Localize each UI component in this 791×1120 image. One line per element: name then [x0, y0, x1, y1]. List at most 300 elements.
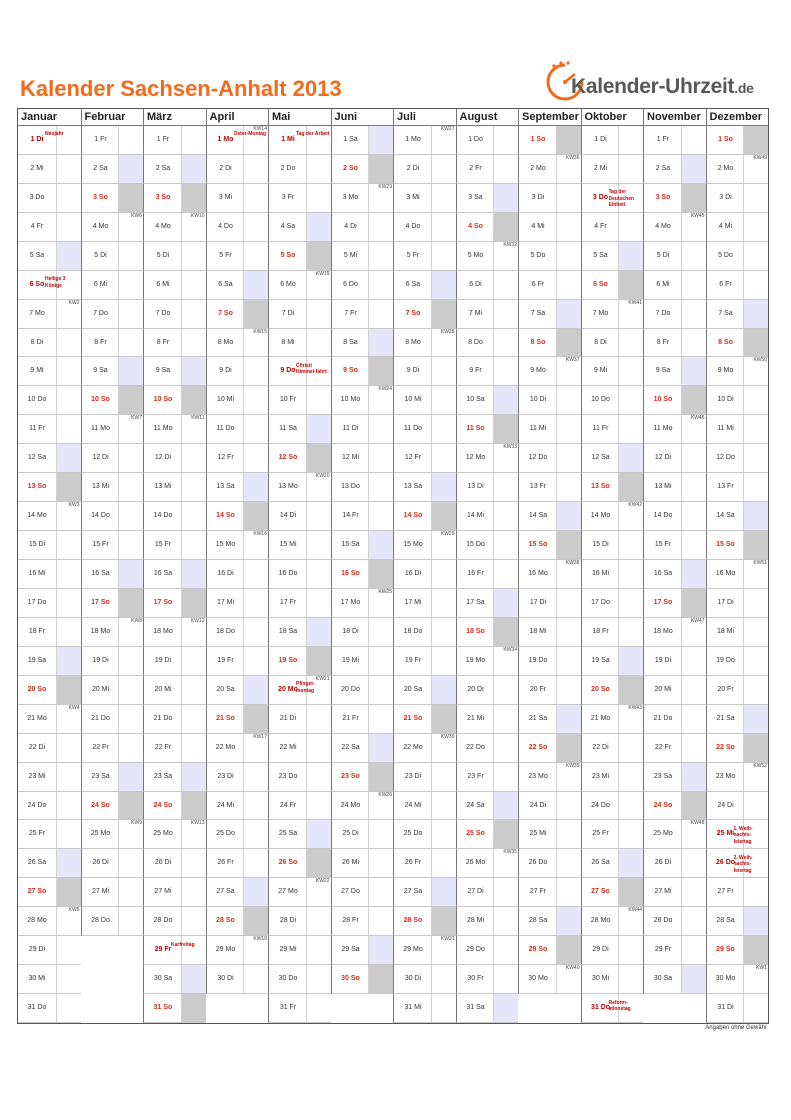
day-label: 14 So — [216, 512, 235, 520]
week-number: KW38 — [565, 560, 580, 567]
day-cell — [18, 647, 81, 676]
day-cell — [268, 907, 331, 936]
day-cell — [268, 936, 331, 965]
day-note-area — [118, 792, 143, 820]
day-label: 10 Sa — [466, 396, 485, 404]
day-label: 20 So — [591, 685, 610, 693]
day-note-area — [181, 647, 206, 675]
day-label: 29 Fr — [154, 946, 172, 954]
day-label: 7 Sa — [530, 309, 546, 317]
day-label: 23 Sa — [91, 772, 110, 780]
day-cell — [393, 763, 456, 792]
day-note-area — [306, 126, 331, 154]
day-cell — [456, 415, 519, 444]
day-note-area — [556, 386, 581, 414]
day-note-area — [556, 705, 581, 733]
day-cell — [706, 300, 769, 329]
day-note-area — [743, 213, 768, 241]
day-note-area — [118, 126, 143, 154]
day-label: 12 Mo — [465, 454, 486, 462]
day-cell — [18, 300, 81, 329]
day-note-area — [556, 502, 581, 530]
day-cell — [581, 820, 644, 849]
day-note-area — [493, 386, 518, 414]
day-note-area — [618, 560, 643, 588]
day-note-area — [681, 242, 706, 270]
day-cell — [518, 965, 581, 994]
day-cell — [643, 300, 706, 329]
day-label: 18 Mo — [653, 627, 673, 635]
day-cell — [268, 415, 331, 444]
day-label: 9 Sa — [155, 367, 171, 375]
day-note-area — [118, 184, 143, 212]
day-label: 16 Sa — [653, 570, 673, 578]
day-cell — [643, 734, 706, 763]
day-label: 30 Mo — [528, 975, 548, 983]
day-note-area — [431, 965, 456, 993]
day-note-area — [493, 271, 518, 299]
day-note-area — [181, 792, 206, 820]
week-number: KW6 — [131, 212, 142, 219]
day-label: 1 Mi — [281, 136, 295, 143]
month-header: August — [456, 109, 519, 126]
day-note-area — [368, 473, 393, 501]
day-label: 4 Mo — [655, 222, 671, 230]
week-number: KW10 — [190, 212, 205, 219]
day-note-area — [743, 531, 768, 559]
day-cell — [268, 965, 331, 994]
day-cell — [456, 763, 519, 792]
day-note-area — [181, 589, 206, 617]
day-label: 26 Mi — [341, 859, 360, 867]
day-cell — [393, 386, 456, 415]
day-note-area — [306, 907, 331, 935]
day-cell — [706, 386, 769, 415]
week-number: KW17 — [253, 733, 267, 740]
day-label: 8 Sa — [343, 338, 358, 346]
day-label: 14 Di — [279, 512, 297, 520]
day-cell — [331, 676, 394, 705]
day-note-area — [181, 994, 206, 1022]
day-label: 1 Mo — [217, 136, 234, 143]
day-label: 6 Sa — [218, 280, 233, 288]
day-cell — [456, 213, 519, 242]
day-note-area — [306, 155, 331, 183]
day-cell — [518, 734, 581, 763]
day-label: 11 Mo — [653, 425, 673, 433]
day-note-area — [681, 965, 706, 993]
day-cell — [81, 126, 144, 155]
holiday-name: 2. Weih-nachts-feiertag — [733, 854, 753, 874]
day-cell — [143, 618, 206, 647]
holiday-name: Christi Himmel-fahrt — [296, 362, 327, 376]
day-label: 17 So — [91, 598, 110, 606]
day-label: 11 Sa — [279, 425, 297, 433]
day-cell — [206, 155, 269, 184]
day-label: 2 Di — [219, 164, 232, 172]
day-cell — [393, 936, 456, 965]
day-note-area — [431, 705, 456, 733]
day-label: 26 Sa — [27, 859, 47, 867]
day-label: 14 Do — [153, 512, 173, 520]
day-cell — [518, 589, 581, 618]
day-label: 2 Sa — [155, 164, 171, 172]
day-note-area — [56, 242, 81, 270]
day-cell — [518, 184, 581, 213]
day-cell — [581, 502, 644, 531]
day-cell — [518, 473, 581, 502]
day-label: 29 Mo — [403, 946, 423, 954]
day-note-area — [56, 126, 81, 154]
day-label: 13 Fr — [529, 483, 547, 491]
day-label: 21 Mo — [590, 714, 611, 722]
day-label: 6 Di — [469, 280, 482, 288]
day-note-area — [493, 155, 518, 183]
day-cell — [331, 300, 394, 329]
day-note-area — [431, 820, 456, 848]
day-cell — [331, 705, 394, 734]
day-label: 26 Sa — [591, 859, 610, 867]
day-cell — [643, 763, 706, 792]
day-label: 6 So — [29, 280, 45, 288]
day-label: 28 So — [403, 917, 423, 925]
day-label: 14 So — [403, 512, 423, 520]
day-cell — [393, 155, 456, 184]
day-cell — [643, 357, 706, 386]
day-label: 19 Fr — [404, 656, 422, 664]
day-cell — [581, 734, 644, 763]
day-cell — [456, 618, 519, 647]
day-label: 29 Sa — [341, 946, 360, 954]
day-label: 16 Mi — [591, 570, 610, 578]
day-label: 2 Sa — [93, 164, 108, 172]
day-label: 10 Mo — [340, 396, 361, 404]
day-note-area — [431, 878, 456, 906]
day-note-area — [181, 849, 206, 877]
day-label: 8 Fr — [94, 338, 107, 346]
day-cell — [393, 126, 456, 155]
day-cell — [456, 878, 519, 907]
day-cell — [206, 878, 269, 907]
week-number: KW24 — [378, 386, 392, 393]
day-cell — [643, 386, 706, 415]
day-label: 3 Di — [719, 193, 732, 201]
day-note-area — [118, 386, 143, 414]
day-cell — [706, 994, 769, 1023]
day-label: 3 So — [93, 193, 108, 201]
day-note-area — [556, 300, 581, 328]
day-note-area — [618, 271, 643, 299]
day-note-area — [181, 473, 206, 501]
day-note-area — [681, 502, 706, 530]
day-note-area — [306, 965, 331, 993]
day-label: 18 Mi — [529, 627, 547, 635]
day-cell — [206, 329, 269, 358]
day-label: 22 Fr — [654, 743, 672, 751]
day-label: 28 Di — [279, 917, 297, 925]
day-cell — [518, 329, 581, 358]
day-note-area — [743, 473, 768, 501]
day-cell — [706, 763, 769, 792]
day-note-area — [368, 329, 393, 357]
day-label: 13 Mi — [154, 483, 172, 491]
day-note-area — [493, 936, 518, 964]
day-label: 28 Fr — [342, 917, 359, 925]
week-number: KW51 — [753, 560, 767, 567]
day-label: 26 Fr — [404, 859, 422, 867]
week-number: KW42 — [628, 502, 642, 509]
day-note-area — [556, 329, 581, 357]
day-note-area — [493, 907, 518, 935]
day-label: 30 Mo — [715, 975, 736, 983]
day-cell — [331, 647, 394, 676]
day-label: 16 Do — [278, 570, 298, 578]
day-cell — [206, 213, 269, 242]
day-note-area — [431, 676, 456, 704]
day-label: 30 Mi — [591, 975, 610, 983]
day-note-area — [556, 444, 581, 472]
day-label: 27 Sa — [216, 888, 235, 896]
day-cell — [456, 734, 519, 763]
day-note-area — [743, 502, 768, 530]
day-cell — [581, 965, 644, 994]
day-label: 20 So — [27, 685, 47, 693]
holiday-name: Oster-Montag — [233, 131, 266, 138]
day-cell — [581, 618, 644, 647]
day-label: 24 Fr — [279, 801, 297, 809]
week-number: KW22 — [315, 878, 330, 885]
day-cell — [643, 936, 706, 965]
logo-text[interactable] — [571, 75, 754, 99]
day-note-area — [493, 531, 518, 559]
day-cell — [581, 792, 644, 821]
day-note-area — [181, 444, 206, 472]
day-note-area — [431, 792, 456, 820]
day-note-area — [118, 271, 143, 299]
day-label: 13 Mo — [278, 483, 298, 491]
day-note-area — [618, 734, 643, 762]
day-note-area — [681, 329, 706, 357]
day-cell — [268, 734, 331, 763]
day-label: 7 Mi — [468, 309, 483, 317]
day-note-area — [618, 589, 643, 617]
day-label: 19 Mi — [341, 656, 360, 664]
day-cell — [456, 329, 519, 358]
day-cell — [81, 473, 144, 502]
month-header: Oktober — [581, 109, 644, 126]
day-label: 23 So — [341, 772, 360, 780]
day-cell — [331, 242, 394, 271]
day-cell — [18, 878, 81, 907]
day-note-area — [243, 618, 268, 646]
day-cell — [81, 820, 144, 849]
day-label: 13 Mi — [654, 483, 672, 491]
day-note-area — [431, 415, 456, 443]
day-label: 9 Mo — [717, 367, 734, 375]
day-cell — [456, 965, 519, 994]
day-cell — [81, 878, 144, 907]
day-label: 19 Di — [654, 656, 672, 664]
day-cell — [581, 357, 644, 386]
day-note-area — [431, 763, 456, 791]
day-note-area — [556, 618, 581, 646]
day-cell — [143, 444, 206, 473]
day-cell — [331, 965, 394, 994]
day-label: 3 Do — [29, 193, 45, 201]
day-label: 12 Mi — [341, 454, 360, 462]
day-note-area — [243, 647, 268, 675]
day-label: 11 Mi — [717, 425, 734, 433]
day-note-area — [118, 647, 143, 675]
day-cell — [706, 531, 769, 560]
day-label: 23 Di — [404, 772, 422, 780]
holiday-name: Tag der Deutschen Einheit — [608, 189, 635, 209]
day-cell — [706, 126, 769, 155]
day-cell — [456, 502, 519, 531]
day-cell — [18, 502, 81, 531]
day-note-area — [368, 705, 393, 733]
day-note-area — [493, 213, 518, 241]
day-label: 24 Do — [591, 801, 610, 809]
day-label: 8 Fr — [156, 338, 170, 346]
day-cell — [331, 792, 394, 821]
day-cell — [143, 907, 206, 936]
week-number: KW12 — [190, 617, 205, 624]
day-cell — [706, 357, 769, 386]
day-note-area — [556, 676, 581, 704]
day-label: 21 So — [403, 714, 423, 722]
day-cell — [518, 647, 581, 676]
day-cell — [518, 444, 581, 473]
day-note-area — [431, 473, 456, 501]
day-cell — [18, 415, 81, 444]
day-note-area — [56, 647, 81, 675]
day-note-area — [493, 329, 518, 357]
day-cell — [581, 444, 644, 473]
day-cell — [518, 126, 581, 155]
day-label: 22 Mo — [215, 743, 236, 751]
day-label: 7 Mo — [29, 309, 45, 317]
day-cell — [706, 907, 769, 936]
day-cell — [206, 242, 269, 271]
day-note-area — [56, 213, 81, 241]
day-note-area — [368, 676, 393, 704]
day-note-area — [493, 300, 518, 328]
day-note-area — [556, 415, 581, 443]
week-number: KW47 — [690, 617, 705, 624]
day-note-area — [306, 705, 331, 733]
day-label: 9 Fr — [469, 367, 482, 375]
day-note-area — [618, 213, 643, 241]
day-cell — [18, 473, 81, 502]
day-label: 3 Do — [592, 193, 609, 201]
day-label: 31 Do — [590, 1004, 611, 1012]
day-note-area — [431, 647, 456, 675]
day-cell — [143, 155, 206, 184]
day-cell — [206, 357, 269, 386]
day-label: 18 Mo — [90, 627, 111, 635]
day-label: 15 Di — [592, 541, 609, 549]
day-cell — [706, 213, 769, 242]
day-label: 16 Mi — [28, 570, 46, 578]
day-label: 2 Mo — [530, 164, 546, 172]
day-note-area — [681, 676, 706, 704]
day-cell — [518, 560, 581, 589]
day-label: 26 Mo — [465, 859, 486, 867]
day-cell — [331, 415, 394, 444]
day-note-area — [243, 705, 268, 733]
day-cell — [81, 415, 144, 444]
day-label: 18 So — [466, 627, 485, 635]
day-cell — [456, 647, 519, 676]
day-label: 8 Fr — [656, 338, 670, 346]
day-note-area — [368, 531, 393, 559]
day-cell — [18, 184, 81, 213]
day-note-area — [618, 647, 643, 675]
day-note-area — [618, 936, 643, 964]
day-cell — [331, 444, 394, 473]
day-note-area — [556, 473, 581, 501]
day-label: 17 Do — [591, 598, 610, 606]
day-label: 8 Mo — [217, 338, 234, 346]
day-label: 21 Sa — [716, 714, 735, 722]
day-note-area — [556, 907, 581, 935]
day-label: 1 Sa — [343, 136, 358, 143]
day-cell — [18, 444, 81, 473]
day-label: 24 Mi — [404, 801, 422, 809]
day-label: 15 Sa — [341, 541, 360, 549]
day-label: 5 Sa — [29, 251, 45, 259]
day-cell — [581, 300, 644, 329]
day-label: 19 Mo — [465, 656, 486, 664]
day-note-area — [431, 560, 456, 588]
day-note-area — [618, 676, 643, 704]
day-note-area — [118, 300, 143, 328]
day-note-area — [681, 126, 706, 154]
day-label: 8 Mo — [405, 338, 421, 346]
day-cell — [393, 502, 456, 531]
day-note-area — [243, 415, 268, 443]
day-cell — [143, 849, 206, 878]
day-label: 20 Do — [341, 685, 360, 693]
day-cell — [268, 792, 331, 821]
day-label: 16 Mo — [528, 570, 548, 578]
day-label: 30 So — [341, 975, 360, 983]
day-label: 18 Mo — [153, 627, 173, 635]
day-label: 2 So — [343, 164, 358, 172]
day-label: 15 Fr — [92, 541, 109, 549]
day-label: 1 Di — [594, 136, 607, 143]
day-cell — [456, 155, 519, 184]
day-label: 2 Di — [406, 164, 420, 172]
day-cell — [331, 473, 394, 502]
day-note-area — [618, 329, 643, 357]
day-label: 17 Sa — [466, 598, 485, 606]
day-note-area — [493, 820, 518, 848]
day-cell — [643, 618, 706, 647]
day-label: 4 Do — [218, 222, 233, 230]
week-number: KW7 — [131, 415, 142, 422]
day-cell — [706, 965, 769, 994]
day-cell — [81, 618, 144, 647]
day-note-area — [681, 792, 706, 820]
day-label: 12 Di — [154, 454, 172, 462]
day-note-area — [243, 155, 268, 183]
day-note-area — [493, 763, 518, 791]
month-header: April — [206, 109, 269, 126]
day-cell — [643, 965, 706, 994]
day-label: 24 Di — [529, 801, 547, 809]
